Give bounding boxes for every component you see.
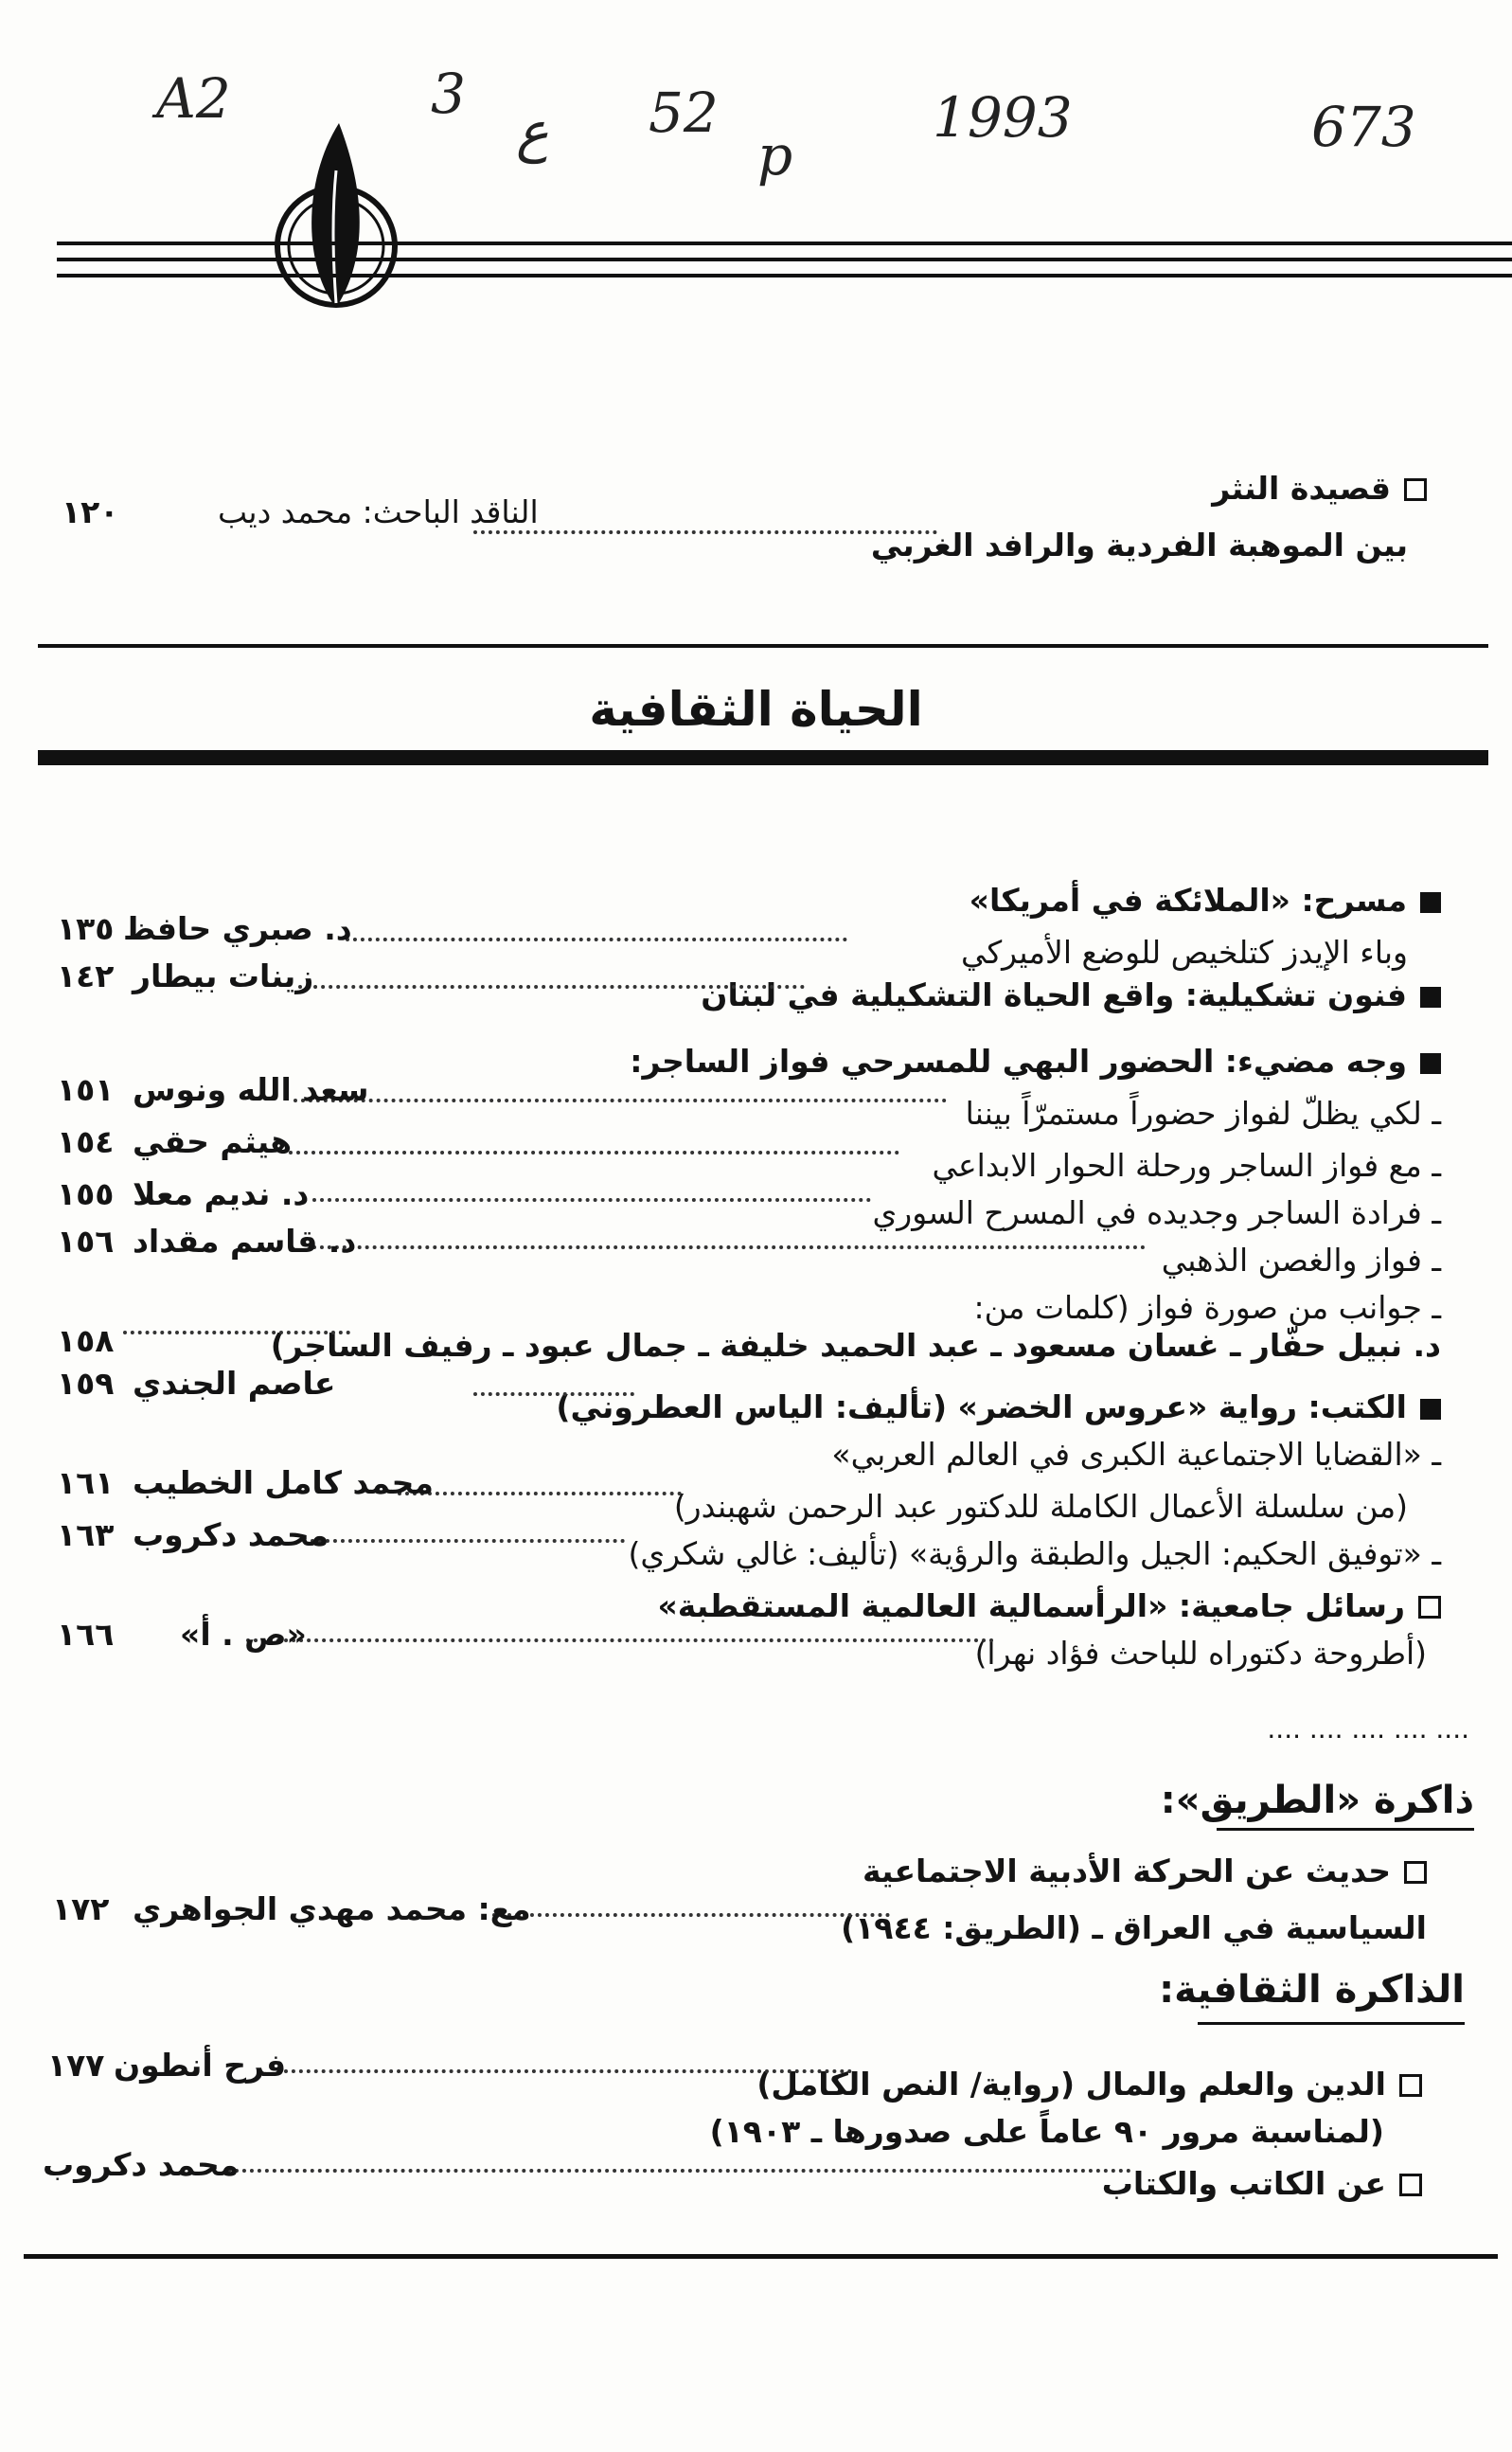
entry-author: الناقد الباحث: محمد ديب [218, 493, 539, 530]
dot-leader [289, 1151, 899, 1154]
entry-author: فرح أنطون [114, 2047, 287, 2084]
dot-leader [303, 1539, 625, 1543]
section-title: الحياة الثقافية [589, 682, 923, 737]
list-item: (من سلسلة الأعمال الكاملة للدكتور عبد الرحمن شهبندر) [673, 1488, 1408, 1525]
entry-author: د. صبري حافظ [123, 910, 352, 947]
list-item: ـ فواز والغصن الذهبي [1161, 1242, 1441, 1279]
dot-leader [492, 1913, 890, 1917]
header-rule [57, 258, 1512, 261]
entry-subtitle: بين الموهبة الفردية والرافد الغربي [870, 527, 1408, 564]
entry-page: ١٥٥ [57, 1175, 115, 1212]
dot-leader [298, 985, 805, 989]
entry-author: محمد دكروب [43, 2146, 240, 2183]
header-rule [57, 274, 1512, 277]
list-item: فنون تشكيلية: واقع الحياة التشكيلية في لبنان [701, 975, 1441, 1015]
memory-heading: ذاكرة «الطريق»: [1160, 1779, 1474, 1822]
dot-leader [284, 2069, 852, 2073]
entry-author: د. نديم معلا [133, 1175, 310, 1212]
memory-title: حديث عن الحركة الأدبية الاجتماعية [863, 1852, 1427, 1891]
handwritten-note: 52 [649, 81, 719, 145]
section-rule [38, 644, 1488, 648]
separator-dots: .... .... .... .... .... [1267, 1713, 1469, 1745]
entry-page: ١٦١ [57, 1464, 115, 1501]
list-item: وباء الإيدز كتلخيص للوضع الأميركي [960, 934, 1408, 971]
entry-page: ١٢٠ [62, 493, 119, 530]
dot-leader [312, 1198, 871, 1202]
entry-page: ١٤٢ [57, 958, 115, 994]
handwritten-note: A2 [156, 66, 231, 131]
footer-rule [24, 2254, 1498, 2259]
cultural-memory-heading: الذاكرة الثقافية: [1159, 1968, 1465, 2012]
list-item: ـ «توفيق الحكيم: الجيل والطبقة والرؤية» (تأليف: غالي شكري) [628, 1535, 1441, 1572]
entry-page: ١٦٣ [57, 1516, 115, 1553]
handwritten-note: p [757, 123, 793, 188]
handwritten-note: 3 [431, 62, 466, 126]
leaf-logo-icon [265, 114, 407, 322]
list-item: ـ مع فواز الساجر ورحلة الحوار الابداعي [932, 1147, 1441, 1184]
dot-leader [123, 1331, 350, 1334]
entry-page: ١٧٧ [47, 2047, 105, 2084]
entry-page: ١٦٦ [57, 1616, 115, 1653]
entry-author: سعد الله ونوس [133, 1071, 369, 1108]
entry-author: د. قاسم مقداد [133, 1223, 357, 1260]
list-item: الكتب: رواية «عروس الخضر» (تأليف: الياس العطروني) [556, 1387, 1441, 1427]
entry-page: ١٥٤ [57, 1123, 115, 1160]
heading-underline [1217, 1828, 1474, 1831]
dot-leader [346, 938, 847, 941]
entry-page: ١٥٨ [57, 1322, 115, 1359]
entry-author: «ص . أ» [180, 1616, 307, 1653]
entry-author: محمد كامل الخطيب [133, 1464, 434, 1501]
entry-page: ١٥١ [57, 1071, 115, 1108]
entry-author: هيثم حقي [133, 1123, 293, 1160]
dot-leader [473, 530, 937, 534]
handwritten-note: 673 [1311, 95, 1416, 159]
entry-author: عاصم الجندي [133, 1365, 336, 1402]
entry-page: ١٥٦ [57, 1223, 115, 1260]
list-item: مسرح: «الملائكة في أمريكا» [969, 881, 1441, 921]
entry-page: ١٥٩ [57, 1365, 115, 1402]
dot-leader [227, 2169, 1131, 2173]
list-item: ـ جوانب من صورة فواز (كلمات من: [973, 1289, 1441, 1326]
dot-leader [473, 1392, 634, 1396]
dot-leader [294, 1099, 947, 1102]
memory-subtitle: السياسية في العراق ـ (الطريق: ١٩٤٤) [841, 1909, 1427, 1946]
list-item: (أطروحة دكتوراه للباحث فؤاد نهرا) [974, 1635, 1427, 1672]
header-rule [57, 242, 1512, 245]
list-item: (لمناسبة مرور ٩٠ عاماً على صدورها ـ ١٩٠٣) [709, 2113, 1384, 2150]
dot-leader [398, 1492, 682, 1495]
entry-page: ١٣٥ [57, 910, 115, 947]
list-item: ـ لكي يظلّ لفواز حضوراً مستمرّاً بيننا [965, 1095, 1441, 1132]
heading-underline [1198, 2022, 1465, 2025]
handwritten-note: 1993 [933, 85, 1073, 150]
list-item: ـ فرادة الساجر وجديده في المسرح السوري [872, 1194, 1441, 1231]
list-item: عن الكاتب والكتاب [1102, 2164, 1422, 2204]
list-item: الدين والعلم والمال (رواية/ النص الكامل) [756, 2065, 1422, 2104]
entry-author: مع: محمد مهدي الجواهري [133, 1890, 531, 1927]
handwritten-note: ع [516, 99, 549, 164]
list-item: د. نبيل حفّار ـ غسان مسعود ـ عبد الحميد خليفة ـ جمال عبود ـ رفيف الساجر) [270, 1327, 1441, 1364]
list-item: رسائل جامعية: «الرأسمالية العالمية المستقطبة» [657, 1586, 1441, 1626]
entry-author: زينات بيطار [133, 958, 314, 994]
entry-title: قصيدة النثر [1212, 469, 1427, 509]
entry-page: ١٧٢ [52, 1890, 110, 1927]
dot-leader [312, 1245, 1146, 1249]
list-item: وجه مضيء: الحضور البهي للمسرحي فواز الساجر: [630, 1042, 1441, 1082]
section-rule-thick [38, 750, 1488, 765]
entry-author: محمد دكروب [133, 1516, 329, 1553]
dot-leader [246, 1638, 994, 1642]
list-item: ـ «القضايا الاجتماعية الكبرى في العالم العربي» [831, 1436, 1441, 1473]
